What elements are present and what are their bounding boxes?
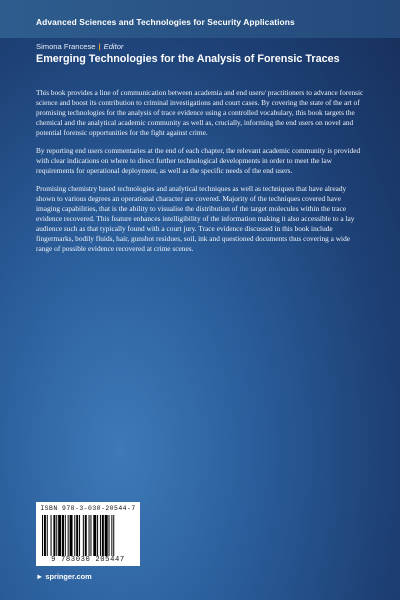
- isbn-barcode-box: [36, 502, 140, 566]
- series-banner: [0, 0, 400, 38]
- publisher-url: springer.com: [45, 572, 92, 581]
- blurb-paragraph: Promising chemistry based technologies and analytical techniques as well as techniques that have already shown to various degrees an operational character are covered. Majority of the techniques covered have imaging capabilities, that is the ability to visualise the distribution of the target molecules within the trace evidence recovered. This feature enhances intelligibility of the information making it also accessible to a lay audience such as that typically found with a court jury. Trace evidence discussed in this book include fingermarks, bodily fluids, hair, gunshot residues, soil, ink and questioned documents thus covering a wide range of possible evidence recovered at crime scenes.: [36, 184, 355, 253]
- publisher-link[interactable]: [36, 572, 92, 581]
- blurb-paragraph: By reporting end users commentaries at the end of each chapter, the relevant academic community is provided with clear indications on where to direct further technological developments in order to meet the law requirements for operational deployment, as well as the specific needs of the end users.: [36, 146, 361, 175]
- barcode-digits: 9 783030 205447: [51, 556, 125, 564]
- barcode-icon: [42, 515, 134, 556]
- blurb: [36, 88, 366, 262]
- editor-role: Editor: [103, 42, 124, 51]
- editor-line: [36, 42, 123, 51]
- blurb-paragraph: This book provides a line of communication between academia and end users/ practitioners to advance forensic science and boost its contribution to criminal investigations and court cases. By covering the state of the art of promising technologies for the analysis of trace evidence using a controlled vocabulary, this book targets the chemical and the analytical academic community as well as, crucially, informing the end users on novel and potential forensic opportunities for the fight against crime.: [36, 88, 364, 137]
- series-title: Advanced Sciences and Technologies for Security Applications: [36, 17, 295, 27]
- editor-name: Simona Francese: [36, 42, 96, 51]
- book-title: Emerging Technologies for the Analysis of Forensic Traces: [36, 53, 340, 65]
- isbn-label: ISBN 978-3-030-20544-7: [40, 505, 136, 512]
- separator-bar: |: [98, 42, 101, 51]
- arrow-icon: ►: [36, 572, 44, 581]
